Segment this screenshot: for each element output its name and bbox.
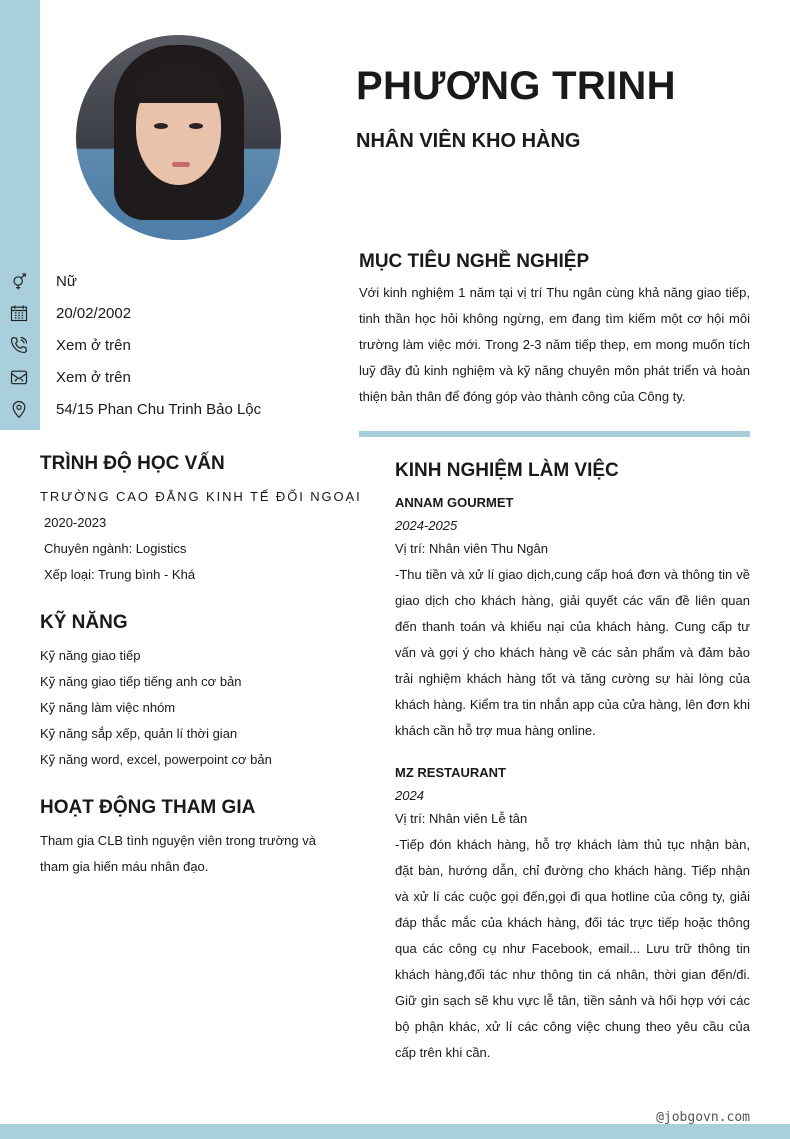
email-text: Xem ở trên <box>56 368 131 386</box>
skill-item: Kỹ năng giao tiếp <box>40 648 141 663</box>
gender-icon <box>9 271 29 291</box>
skill-item: Kỹ năng sắp xếp, quản lí thời gian <box>40 726 238 741</box>
job-position: Vị trí: Nhân viên Lễ tân <box>395 811 528 826</box>
address-text: 54/15 Phan Chu Trinh Bảo Lộc <box>56 400 262 418</box>
education-years: 2020-2023 <box>44 515 107 530</box>
activities-text: Tham gia CLB tình nguyện viên trong trường và tham gia hiến máu nhân đạo. <box>40 833 316 874</box>
activities-title: HOẠT ĐỘNG THAM GIA <box>40 797 256 818</box>
skill-item: Kỹ năng làm việc nhóm <box>40 700 176 715</box>
profile-photo <box>76 35 281 240</box>
job-description: -Tiếp đón khách hàng, hỗ trợ khách làm thủ tục nhận bàn, đặt bàn, hướng dẫn, chỉ đường cho khách hàng. Tiếp nhận và xử lí các cuộc gọi đến,gọi đi qua hotline của công ty, giải đáp thắc mắc của khách hàng, đối tác trực tiếp hoặc thông qua các công cụ như Facebook, email... Lưu trữ thông tin khách hàng,đối tác như thông tin cá nhân, thời gian đến/đi. Giữ gìn sạch sẽ khu vực lễ tân, tiền sảnh và hối hợp với các bộ phận khác, xử lí các công việc chung theo yêu cầu của cấp trên khi cần. <box>395 837 750 1060</box>
skills-title: KỸ NĂNG <box>40 612 128 633</box>
candidate-role: NHÂN VIÊN KHO HÀNG <box>356 130 581 152</box>
location-pin-icon <box>9 399 29 419</box>
mail-icon <box>9 367 29 387</box>
education-grade: Xếp loại: Trung bình - Khá <box>44 567 196 582</box>
section-divider <box>359 431 750 437</box>
job-company: MZ RESTAURANT <box>395 765 506 780</box>
candidate-name: PHƯƠNG TRINH <box>356 64 676 108</box>
education-title: TRÌNH ĐỘ HỌC VẤN <box>40 453 225 474</box>
phone-text: Xem ở trên <box>56 336 131 354</box>
calendar-icon <box>9 303 29 323</box>
phone-icon <box>9 335 29 355</box>
school-name: TRƯỜNG CAO ĐẲNG KINH TẾ ĐỐI NGOẠI <box>40 489 362 504</box>
skills-list <box>40 643 340 773</box>
job-period: 2024 <box>395 788 424 803</box>
bottom-accent-bar <box>0 1124 790 1139</box>
job-position: Vị trí: Nhân viên Thu Ngân <box>395 541 548 556</box>
objective-title: MỤC TIÊU NGHỀ NGHIỆP <box>359 251 590 272</box>
job-company: ANNAM GOURMET <box>395 495 514 510</box>
job-entry <box>395 760 750 1066</box>
skill-item: Kỹ năng giao tiếp tiếng anh cơ bản <box>40 674 242 689</box>
education-major: Chuyên ngành: Logistics <box>44 541 187 556</box>
info-phone <box>0 329 330 361</box>
watermark: @jobgovn.com <box>656 1110 750 1125</box>
job-description: -Thu tiền và xử lí giao dịch,cung cấp hoá đơn và thông tin về giao dịch cho khách hàng, giải quyết các vấn đề liên quan đến thanh toán và khiếu nại của khách hàng. Cung cấp tư vấn và gợi ý cho khách hàng về các sản phẩm và đảm bảo trải nghiệm khách hàng tốt và tăng cường sự hài lòng của khách hàng. Kiểm tra tin nhắn app của cửa hàng, lên đơn khi khách cần hỗ trợ mua hàng online. <box>395 567 750 738</box>
info-gender <box>0 265 330 297</box>
gender-text: Nữ <box>56 272 77 290</box>
skill-item: Kỹ năng word, excel, powerpoint cơ bản <box>40 752 272 767</box>
education-section <box>40 484 362 588</box>
info-birthdate <box>0 297 330 329</box>
info-email <box>0 361 330 393</box>
experience-title: KINH NGHIỆM LÀM VIỆC <box>395 460 619 481</box>
job-period: 2024-2025 <box>395 518 458 533</box>
job-entry <box>395 490 750 744</box>
birthdate-text: 20/02/2002 <box>56 304 132 322</box>
objective-text: Với kinh nghiệm 1 năm tại vị trí Thu ngân cùng khả năng giao tiếp, tinh thần học hỏi không ngừng, em đang tìm kiếm một cơ hội môi trường làm việc mới. Trong 2-3 năm tiếp thep, em mong muốn tích luỹ đầy đủ kinh nghiệm và kỹ năng chuyên môn phát triển và hoàn thiện bản thân để đóng góp vào thành công của Công ty. <box>359 285 750 404</box>
info-address <box>0 393 330 425</box>
